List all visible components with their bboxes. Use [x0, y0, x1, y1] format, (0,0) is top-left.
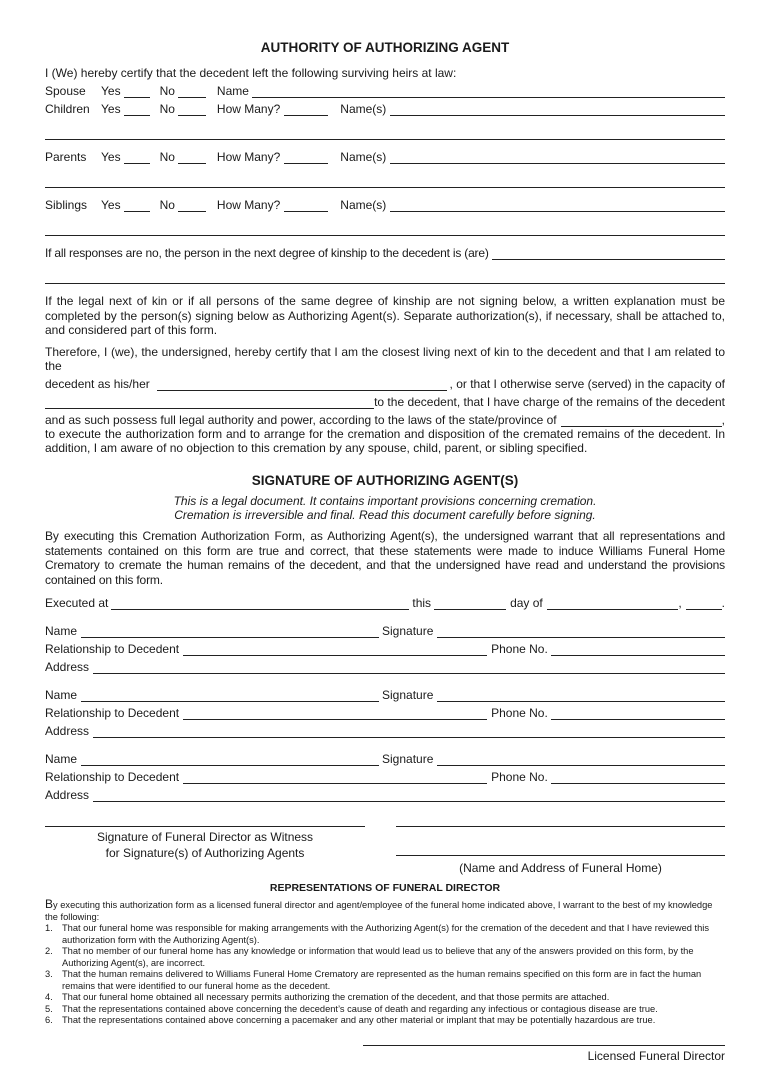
- agent-name-label: Name: [45, 752, 78, 767]
- list-item-text: That our funeral home was responsible for making arrangements with the Authorizing Agent(s) for the cremation of the decedent and that I have reviewed this authorization form with the Authorizing Agent(s).: [62, 923, 710, 945]
- parents-yes-field[interactable]: [124, 152, 150, 164]
- legal-notice-line-2: Cremation is irreversible and final. Read this document carefully before signing.: [174, 508, 596, 523]
- agent-3-address-row: [45, 788, 725, 802]
- list-number: 5.: [45, 1003, 53, 1014]
- parents-no-field[interactable]: [178, 152, 206, 164]
- list-number: 1.: [45, 923, 53, 934]
- no-label: No: [159, 198, 175, 212]
- agent-1-relationship-field[interactable]: [183, 644, 487, 656]
- agent-address-label: Address: [45, 724, 90, 739]
- representations-intro-text: y executing this authorization form as a licensed funeral director and agent/employee of the funeral home indicated above, I warrant to the best of my knowledge the following:: [45, 900, 713, 922]
- parents-label: Parents: [45, 150, 87, 164]
- spouse-name-field[interactable]: [252, 86, 725, 98]
- list-item: [45, 969, 725, 992]
- names-label: Name(s): [340, 198, 387, 212]
- spouse-row: [45, 84, 725, 98]
- list-number: 4.: [45, 992, 53, 1003]
- agent-1-name-field[interactable]: [81, 626, 379, 638]
- executed-comma: ,: [678, 596, 682, 611]
- agent-relationship-label: Relationship to Decedent: [45, 770, 180, 785]
- list-item-text: That no member of our funeral home has any knowledge or information that would lead us to believe that any of the answers provided on this form, by the Authorizing Agent(s), are incorrect.: [62, 946, 694, 968]
- agent-signature-label: Signature: [382, 752, 434, 767]
- agent-2-relationship-field[interactable]: [183, 708, 487, 720]
- parents-names-field[interactable]: [390, 152, 725, 164]
- executed-at-label: Executed at: [45, 596, 109, 611]
- therefore-paragraph-end: to execute the authorization form and to arrange for the cremation and disposition of the cremated remains of the decedent. In addition, I am aware of no objection to this cremation by any spouse, child, parent, or sibling specified.: [45, 426, 725, 456]
- list-item-text: That the representations contained above concerning a pacemaker and any other material or implant that may be potentially hazardous are true.: [62, 1015, 656, 1026]
- agent-signature-label: Signature: [382, 688, 434, 703]
- agent-3-address-field[interactable]: [93, 790, 725, 802]
- yes-label: Yes: [101, 198, 121, 212]
- children-no-field[interactable]: [178, 104, 206, 116]
- agent-3-name-row: [45, 752, 725, 766]
- executed-row: [45, 596, 725, 610]
- relation-field[interactable]: [157, 379, 447, 391]
- month-field[interactable]: [547, 596, 682, 611]
- agent-2-address-field[interactable]: [93, 726, 725, 738]
- funeral-home-name-field[interactable]: [396, 826, 725, 827]
- agent-2-name-field[interactable]: [81, 690, 379, 702]
- agent-address-label: Address: [45, 660, 90, 675]
- children-how-many-field[interactable]: [284, 104, 328, 116]
- representations-list: [45, 923, 725, 1027]
- parents-how-many-field[interactable]: [284, 152, 328, 164]
- agent-1-name-row: [45, 624, 725, 638]
- representations-title: REPRESENTATIONS OF FUNERAL DIRECTOR: [269, 882, 501, 895]
- spouse-label: Spouse: [45, 84, 86, 98]
- witness-block: [45, 818, 725, 880]
- siblings-how-many-field[interactable]: [284, 200, 328, 212]
- next-degree-row: [45, 246, 725, 260]
- director-signature-field[interactable]: [363, 1045, 725, 1046]
- list-number: 6.: [45, 1015, 53, 1026]
- how-many-label: How Many?: [216, 150, 281, 164]
- agent-address-label: Address: [45, 788, 90, 803]
- children-yes-field[interactable]: [124, 104, 150, 116]
- name-label: Name: [216, 84, 249, 98]
- therefore-line-1: Therefore, I (we), the undersigned, hereby certify that I am the closest living next of kin to the decedent and that I am related to the: [45, 344, 725, 373]
- executed-period: .: [721, 596, 725, 611]
- siblings-no-field[interactable]: [178, 200, 206, 212]
- representations-intro: [45, 899, 725, 923]
- agent-1-address-field[interactable]: [93, 662, 725, 674]
- next-degree-line-2[interactable]: [45, 282, 725, 284]
- legal-next-of-kin-paragraph: If the legal next of kin or if all persons of the same degree of kinship are not signing below, a written explanation must be completed by the person(s) signing below as Authorizing Agent(s). Separate authorization(s), if necessary, shall be attached to, and considered part of this form.: [45, 294, 725, 338]
- list-number: 3.: [45, 969, 53, 980]
- spouse-yes-field[interactable]: [124, 86, 150, 98]
- list-item-text: That our funeral home obtained all necessary permits authorizing the cremation of the decedent, and that those permits are attached.: [62, 992, 610, 1003]
- agent-3-name-field[interactable]: [81, 754, 379, 766]
- agent-2-name-row: [45, 688, 725, 702]
- no-label: No: [159, 102, 175, 116]
- agent-signature-label: Signature: [382, 624, 434, 639]
- agent-3-phone-field[interactable]: [551, 772, 725, 784]
- executing-paragraph: By executing this Cremation Authorization Form, as Authorizing Agent(s), the undersigned warrant that all representations and statements contained on this form are true and correct, that these statements were made to induce Williams Funeral Home Crematory to cremate the human remains of the decedent, and that the undersigned have read and understand the provisions contained on this form.: [45, 528, 725, 587]
- executed-at-field[interactable]: [111, 598, 409, 610]
- agent-2-relationship-row: [45, 706, 725, 720]
- names-label: Name(s): [340, 102, 387, 116]
- witness-caption-1: Signature of Funeral Director as Witness: [96, 830, 314, 845]
- day-of-label: day of: [510, 596, 543, 611]
- list-number: 2.: [45, 946, 53, 957]
- licensed-director-label: Licensed Funeral Director: [587, 1048, 725, 1063]
- parents-names-line-2[interactable]: [45, 186, 725, 188]
- legal-notice-line-1: This is a legal document. It contains important provisions concerning cremation.: [173, 493, 597, 508]
- agent-phone-label: Phone No.: [491, 642, 548, 657]
- list-item: [45, 1004, 725, 1016]
- this-label: this: [412, 596, 432, 611]
- state-comma: ,: [721, 412, 725, 427]
- signature-section-title: SIGNATURE OF AUTHORIZING AGENT(S): [251, 472, 519, 488]
- siblings-label: Siblings: [45, 198, 88, 212]
- siblings-names-field[interactable]: [390, 200, 725, 212]
- children-label: Children: [45, 102, 90, 116]
- agent-name-label: Name: [45, 624, 78, 639]
- heirs-intro: I (We) hereby certify that the decedent left the following surviving heirs at law:: [45, 66, 457, 80]
- agent-phone-label: Phone No.: [491, 706, 548, 721]
- spouse-no-field[interactable]: [178, 86, 206, 98]
- agent-2-phone-field[interactable]: [551, 708, 725, 720]
- list-item: [45, 946, 725, 969]
- children-names-line-2[interactable]: [45, 138, 725, 140]
- siblings-names-line-2[interactable]: [45, 234, 725, 236]
- no-label: No: [159, 84, 175, 98]
- siblings-row: [45, 198, 725, 212]
- siblings-yes-field[interactable]: [124, 200, 150, 212]
- capacity-label: , or that I otherwise serve (served) in the capacity of: [449, 376, 725, 391]
- list-item-text: That the human remains delivered to Williams Funeral Home Crematory are represented as the human remains specified on this form are in fact the human remains that were identified to our funeral home as the decedent.: [62, 969, 702, 991]
- agent-1-phone-field[interactable]: [551, 644, 725, 656]
- agent-relationship-label: Relationship to Decedent: [45, 706, 180, 721]
- children-row: [45, 102, 725, 116]
- agent-1-address-row: [45, 660, 725, 674]
- list-item-text: That the representations contained above concerning the decedent’s cause of death and regarding any infectious or contagious disease are true.: [62, 1003, 658, 1014]
- agent-3-relationship-field[interactable]: [183, 772, 487, 784]
- agent-phone-label: Phone No.: [491, 770, 548, 785]
- therefore-line-3: [45, 395, 725, 409]
- day-field[interactable]: [434, 598, 506, 610]
- how-many-label: How Many?: [216, 102, 281, 116]
- yes-label: Yes: [101, 102, 121, 116]
- parents-row: [45, 150, 725, 164]
- next-degree-field[interactable]: [492, 248, 725, 260]
- agent-2-signature-field[interactable]: [437, 690, 725, 702]
- agent-name-label: Name: [45, 688, 78, 703]
- funeral-home-caption: (Name and Address of Funeral Home): [459, 861, 662, 876]
- year-field[interactable]: [686, 598, 722, 610]
- relation-label: decedent as his/her: [45, 376, 150, 391]
- therefore-line-4: [45, 413, 725, 427]
- list-item: [45, 923, 725, 946]
- representations-intro-initial: B: [45, 897, 54, 912]
- witness-signature-field[interactable]: [45, 826, 365, 827]
- children-names-field[interactable]: [390, 104, 725, 116]
- state-label: and as such possess full legal authority and power, according to the laws of the state/province of: [45, 412, 557, 427]
- agent-relationship-label: Relationship to Decedent: [45, 642, 180, 657]
- names-label: Name(s): [340, 150, 387, 164]
- no-label: No: [159, 150, 175, 164]
- yes-label: Yes: [101, 150, 121, 164]
- agent-2-address-row: [45, 724, 725, 738]
- list-item: [45, 992, 725, 1004]
- witness-caption-2: for Signature(s) of Authorizing Agents: [105, 846, 305, 861]
- cremation-authorization-form: [45, 40, 725, 1069]
- charge-label: to the decedent, that I have charge of the remains of the decedent: [374, 394, 725, 409]
- director-signature-block: [45, 1039, 725, 1069]
- agent-1-signature-field[interactable]: [437, 626, 725, 638]
- next-degree-label: If all responses are no, the person in the next degree of kinship to the decedent is (are): [45, 246, 489, 260]
- agent-1-relationship-row: [45, 642, 725, 656]
- agent-3-signature-field[interactable]: [437, 754, 725, 766]
- page-title: AUTHORITY OF AUTHORIZING AGENT: [260, 40, 510, 55]
- agent-3-relationship-row: [45, 770, 725, 784]
- state-field[interactable]: [561, 415, 722, 427]
- funeral-home-address-field[interactable]: [396, 855, 725, 856]
- how-many-label: How Many?: [216, 198, 281, 212]
- list-item: [45, 1015, 725, 1027]
- therefore-line-2: [45, 377, 725, 391]
- capacity-field[interactable]: [45, 397, 374, 409]
- yes-label: Yes: [101, 84, 121, 98]
